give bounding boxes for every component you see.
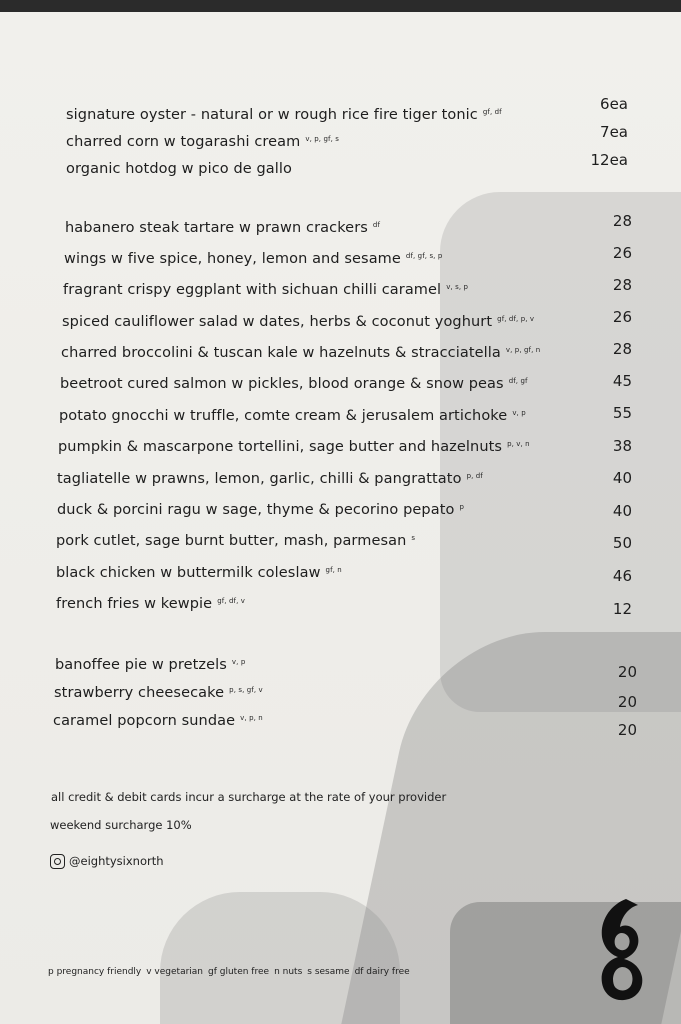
menu-item-price: 45 xyxy=(612,372,632,390)
dish-name: french fries w kewpie xyxy=(56,596,213,612)
dietary-tags: gf, n xyxy=(325,566,342,574)
legend-item: p pregnancy friendly xyxy=(48,967,142,977)
instagram-handle: @eightysixnorth xyxy=(69,854,164,868)
menu-item-name xyxy=(57,471,483,487)
dietary-tags: v, p, n xyxy=(240,714,263,722)
menu-item-price: 26 xyxy=(612,244,632,262)
dish-name: beetroot cured salmon w pickles, blood orange & snow peas xyxy=(60,376,504,392)
dish-name: black chicken w buttermilk coleslaw xyxy=(56,565,321,581)
dietary-tags: s xyxy=(411,534,416,542)
dietary-tags: df xyxy=(372,221,381,229)
menu-item-price: 20 xyxy=(617,693,637,711)
menu-item-name xyxy=(64,251,442,267)
dietary-tags: df, gf, s, p xyxy=(405,252,443,260)
dish-name: charred broccolini & tuscan kale w hazelnuts & stracciatella xyxy=(61,345,501,361)
menu-item-price: 12ea xyxy=(590,151,628,169)
menu-item-price: 38 xyxy=(612,437,632,455)
menu-item-price: 12 xyxy=(612,600,632,618)
dietary-tags: p xyxy=(459,503,465,511)
menu-item-price: 28 xyxy=(612,276,632,294)
menu-item-name xyxy=(56,565,342,581)
dish-name: pumpkin & mascarpone tortellini, sage butter and hazelnuts xyxy=(58,439,503,455)
legend-item: gf gluten free xyxy=(208,967,270,977)
weekend-surcharge-note: weekend surcharge 10% xyxy=(50,818,192,832)
dietary-tags: p, s, gf, v xyxy=(229,686,263,694)
dietary-tags: v, p xyxy=(512,409,526,417)
dish-name: wings w five spice, honey, lemon and sesame xyxy=(64,251,401,267)
instagram-link[interactable] xyxy=(50,852,164,870)
menu-item-name xyxy=(56,596,245,612)
dietary-legend xyxy=(48,967,415,977)
menu-item-price: 46 xyxy=(612,567,632,585)
menu-item-price: 7ea xyxy=(600,123,628,141)
legend-item: s sesame xyxy=(307,967,350,977)
dish-name: fragrant crispy eggplant with sichuan chilli caramel xyxy=(63,282,442,298)
dietary-tags: p, v, n xyxy=(507,440,530,448)
dish-name: banoffee pie w pretzels xyxy=(55,657,227,673)
menu-item-price: 40 xyxy=(612,469,632,487)
shadow-overlay xyxy=(450,902,681,1024)
menu-item-name xyxy=(56,533,415,549)
menu-item-name xyxy=(63,282,468,298)
dietary-tags: v, s, p xyxy=(446,283,469,291)
instagram-icon xyxy=(50,854,65,869)
dish-name: habanero steak tartare w prawn crackers xyxy=(65,220,368,236)
menu-item-price: 40 xyxy=(612,502,632,520)
menu-item-name xyxy=(62,314,534,330)
legend-item: v vegetarian xyxy=(146,967,204,977)
dish-name: spiced cauliflower salad w dates, herbs & coconut yoghurt xyxy=(62,314,493,330)
eighty-six-logo xyxy=(596,897,646,1002)
menu-item-name xyxy=(66,134,339,150)
menu-item-name xyxy=(59,408,526,424)
dietary-tags: gf, df xyxy=(482,108,502,116)
dish-name: signature oyster - natural or w rough rice fire tiger tonic xyxy=(66,107,478,123)
menu-item-price: 6ea xyxy=(600,95,628,113)
dietary-tags: gf, df, v xyxy=(217,597,245,605)
menu-item-name xyxy=(60,376,528,392)
menu-page xyxy=(0,12,681,1024)
menu-item-name xyxy=(55,657,245,673)
dish-name: tagliatelle w prawns, lemon, garlic, chilli & pangrattato xyxy=(57,471,462,487)
menu-item-name xyxy=(61,345,540,361)
dish-name: strawberry cheesecake xyxy=(54,685,225,701)
menu-item-name xyxy=(54,685,263,701)
menu-item-name xyxy=(57,502,464,518)
menu-item-price: 55 xyxy=(612,404,632,422)
dish-name: caramel popcorn sundae xyxy=(53,713,236,729)
menu-item-price: 28 xyxy=(612,212,632,230)
card-surcharge-note: all credit & debit cards incur a surcharge at the rate of your provider xyxy=(51,790,447,804)
legend-item: n nuts xyxy=(274,967,303,977)
menu-item-price: 20 xyxy=(617,663,637,681)
dietary-tags: v, p xyxy=(231,658,246,666)
menu-item-name xyxy=(53,713,263,729)
dish-name: organic hotdog w pico de gallo xyxy=(66,161,293,177)
menu-item-price: 50 xyxy=(612,534,632,552)
menu-item-name xyxy=(65,220,380,236)
dietary-tags: p, df xyxy=(466,472,483,480)
menu-item-price: 20 xyxy=(617,721,637,739)
dietary-tags: df, gf xyxy=(508,377,528,385)
menu-item-price: 26 xyxy=(612,308,632,326)
shadow-overlay xyxy=(160,892,400,1024)
menu-item-price: 28 xyxy=(612,340,632,358)
dietary-tags: v, p, gf, n xyxy=(505,346,541,354)
dish-name: duck & porcini ragu w sage, thyme & pecorino pepato xyxy=(57,502,455,518)
dietary-tags: gf, df, p, v xyxy=(497,315,535,323)
legend-item: df dairy free xyxy=(354,967,410,977)
dish-name: potato gnocchi w truffle, comte cream & jerusalem artichoke xyxy=(59,408,508,424)
dish-name: charred corn w togarashi cream xyxy=(66,134,301,150)
dish-name: pork cutlet, sage burnt butter, mash, parmesan xyxy=(56,533,407,549)
menu-item-name xyxy=(66,107,502,123)
menu-item-name xyxy=(66,161,292,177)
menu-item-name xyxy=(58,439,530,455)
dietary-tags: v, p, gf, s xyxy=(305,135,339,143)
